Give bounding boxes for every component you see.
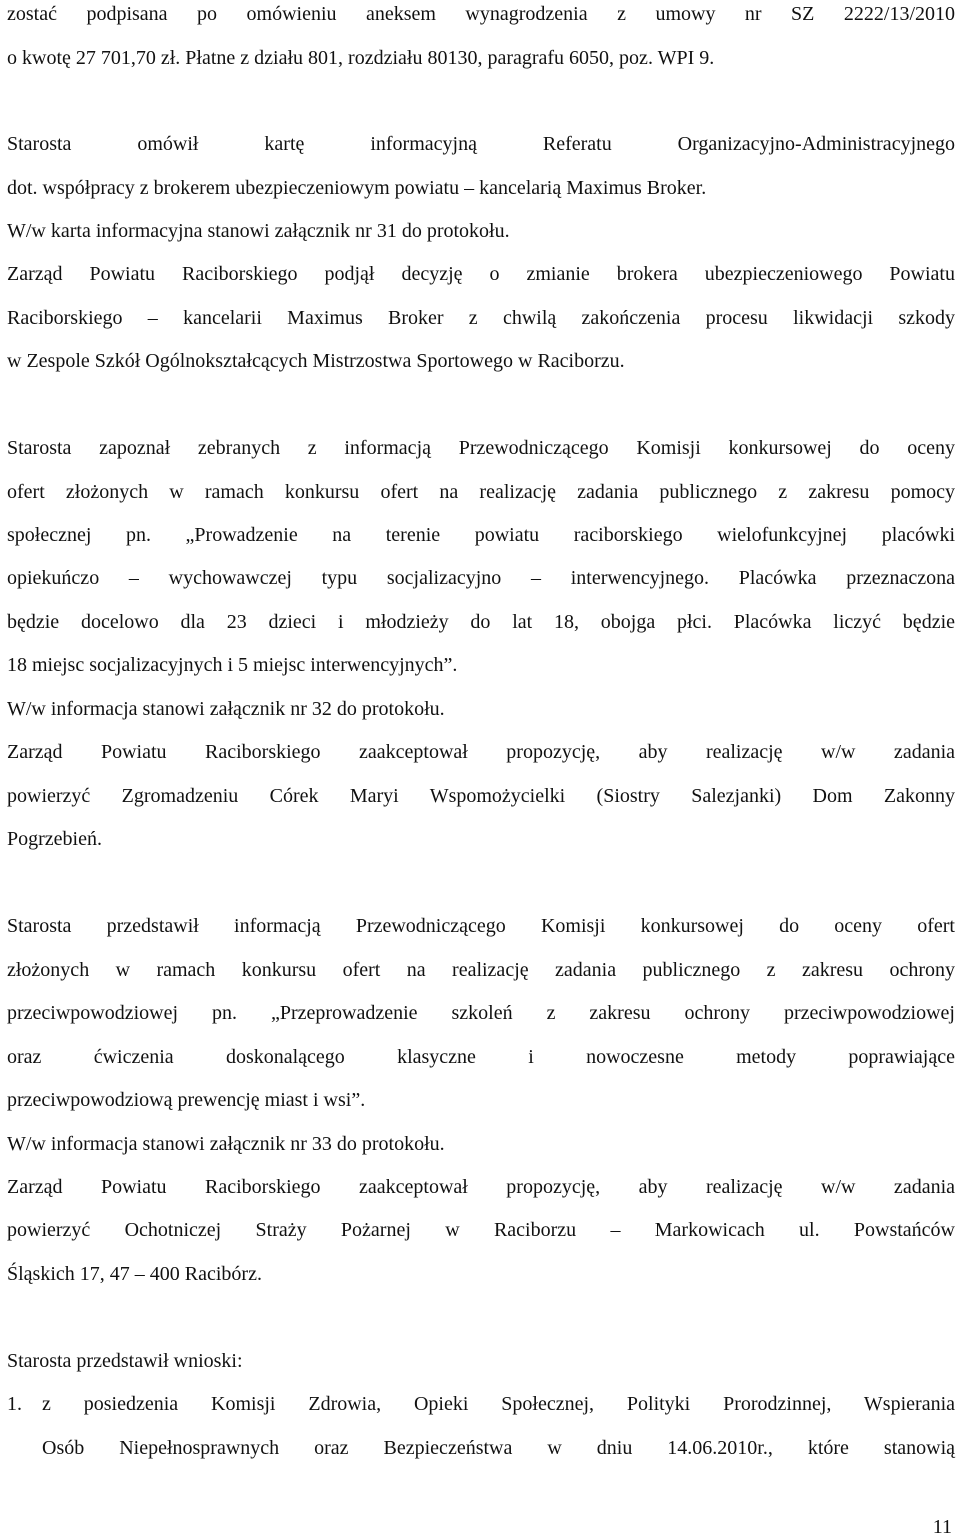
text-line: W/w informacja stanowi załącznik nr 32 do protokołu. [7,698,445,720]
text-line: 18 miejsc socjalizacyjnych i 5 miejsc interwencyjnych”. [7,654,458,676]
text-line: przeciwpowodziowej pn. „Przeprowadzenie szkoleń z zakresu ochrony przeciwpowodziowej [7,1002,955,1024]
text-line: będzie docelowo dla 23 dzieci i młodzieży do lat 18, obojga płci. Placówka liczyć będzie [7,611,955,633]
text-line: przeciwpowodziową prewencję miast i wsi”. [7,1089,366,1111]
text-line: Zarząd Powiatu Raciborskiego podjął decyzję o zmianie brokera ubezpieczeniowego Powiatu [7,263,955,285]
text-line: Raciborskiego – kancelarii Maximus Broker z chwilą zakończenia procesu likwidacji szkody [7,307,955,329]
text-line: zostać podpisana po omówieniu aneksem wynagrodzenia z umowy nr SZ 2222/13/2010 [7,3,955,25]
text-line: Starosta omówił kartę informacyjną Referatu Organizacyjno-Administracyjnego [7,133,955,155]
text-line: ofert złożonych w ramach konkursu ofert na realizację zadania publicznego z zakresu pomocy [7,481,955,503]
list-item-number: 1. [7,1393,22,1415]
text-line: Zarząd Powiatu Raciborskiego zaakceptował propozycję, aby realizację w/w zadania [7,741,955,763]
text-line: złożonych w ramach konkursu ofert na realizację zadania publicznego z zakresu ochrony [7,959,955,981]
text-line: Śląskich 17, 47 – 400 Racibórz. [7,1263,262,1285]
text-line: powierzyć Zgromadzeniu Córek Maryi Wspomożycielki (Siostry Salezjanki) Dom Zakonny [7,785,955,807]
text-line: Starosta zapoznał zebranych z informacją Przewodniczącego Komisji konkursowej do oceny [7,437,955,459]
text-line: Starosta przedstawił informacją Przewodniczącego Komisji konkursowej do oceny ofert [7,915,955,937]
text-line: Pogrzebień. [7,828,102,850]
text-line: Zarząd Powiatu Raciborskiego zaakceptował propozycję, aby realizację w/w zadania [7,1176,955,1198]
text-line: powierzyć Ochotniczej Straży Pożarnej w Raciborzu – Markowicach ul. Powstańców [7,1219,955,1241]
text-line: o kwotę 27 701,70 zł. Płatne z działu 801, rozdziału 80130, paragrafu 6050, poz. WPI 9. [7,47,715,69]
text-line: opiekuńczo – wychowawczej typu socjalizacyjno – interwencyjnego. Placówka przeznaczona [7,567,955,589]
list-item-text: z posiedzenia Komisji Zdrowia, Opieki Społecznej, Polityki Prorodzinnej, Wspierania [42,1393,955,1415]
text-line: dot. współpracy z brokerem ubezpieczeniowym powiatu – kancelarią Maximus Broker. [7,177,707,199]
text-line: W/w informacja stanowi załącznik nr 33 do protokołu. [7,1133,445,1155]
text-line: W/w karta informacyjna stanowi załącznik nr 31 do protokołu. [7,220,510,242]
text-line: Starosta przedstawił wnioski: [7,1350,243,1372]
text-line: oraz ćwiczenia doskonalącego klasyczne i nowoczesne metody poprawiające [7,1046,955,1068]
text-line: społecznej pn. „Prowadzenie na terenie powiatu raciborskiego wielofunkcyjnej placówki [7,524,955,546]
page-number: 11 [932,1516,952,1538]
text-line: w Zespole Szkół Ogólnokształcących Mistrzostwa Sportowego w Raciborzu. [7,350,625,372]
list-item-text: Osób Niepełnosprawnych oraz Bezpieczeństwa w dniu 14.06.2010r., które stanowią [42,1437,955,1459]
